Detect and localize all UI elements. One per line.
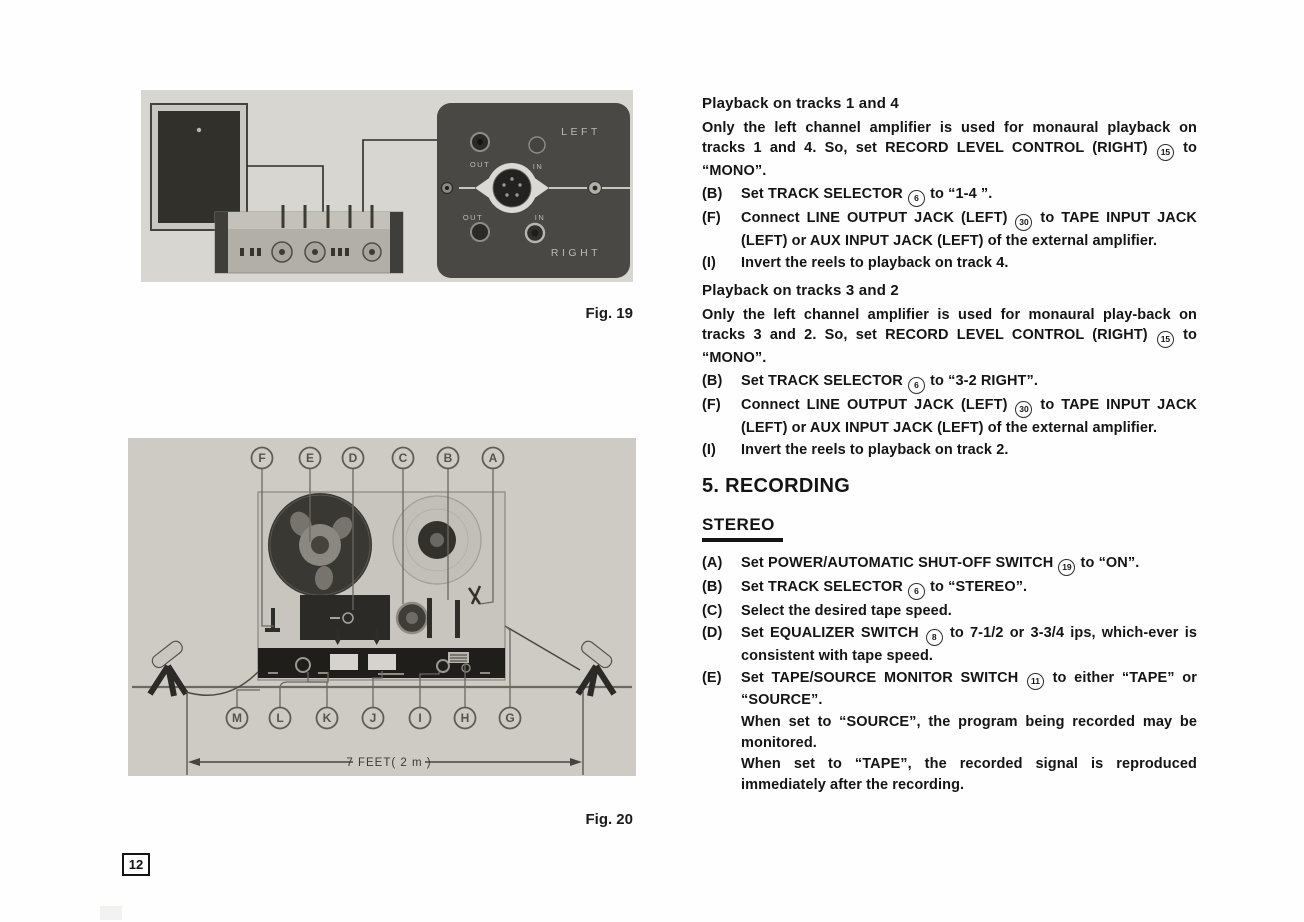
callout-letter-i: I [418,711,422,726]
stereo-heading [702,515,1197,543]
list-item-text: Connect LINE OUTPUT JACK (LEFT) 30 to TAPE INPUT JACK (LEFT) or AUX INPUT JACK (LEFT) of the external amplifier. [741,397,1197,436]
circled-number: 6 [908,377,925,394]
list-item [702,668,1197,711]
underlined-heading-text: STEREO [702,515,783,543]
list-item [702,623,1197,666]
callout-letter-g: G [505,711,515,726]
list-item [702,395,1197,438]
list-item [702,253,1197,274]
recording-heading: 5. RECORDING [702,475,851,497]
list-item-text: Set TAPE/SOURCE MONITOR SWITCH 11 to either “TAPE” or “SOURCE”. [741,669,1197,708]
in-label-top: IN [532,162,544,171]
list-item [702,440,1197,461]
figure-19-photo [141,90,633,282]
list-item-label: (C) [702,603,723,619]
playback-1-4-heading: Playback on tracks 1 and 4 [702,95,899,112]
callout-letter-k: K [322,711,332,726]
list-item [702,577,1197,600]
out-label-top: OUT [469,160,491,169]
list-item-label: (I) [702,254,716,271]
list-item-label: (F) [702,397,721,413]
page-number: 12 [122,853,150,876]
list-item [702,553,1197,576]
playback-1-4-paragraph: Only the left channel amplifier is used for monaural playback on tracks 1 and 4. So, set RECORD LEVEL CONTROL (RIGHT) 15 to “MONO”. [702,119,1198,179]
speaker [151,104,247,230]
list-item-text: Set EQUALIZER SWITCH 8 to 7-1/2 or 3-3/4 ips, which-ever is consistent with tape speed. [741,625,1197,664]
playback-3-2-heading: Playback on tracks 3 and 2 [702,282,899,299]
callout-letter-h: H [460,711,470,726]
instructions-column [702,94,1197,796]
callout-letter-j: J [369,711,377,726]
list-item-text: Invert the reels to playback on track 2. [741,441,1009,458]
list-item-label: (B) [702,373,723,389]
list-item-text: Set TRACK SELECTOR 6 to “1-4 ”. [741,184,1197,207]
list-item-label: (I) [702,441,716,458]
list-item-label: (B) [702,579,723,595]
figure-20-diagram [128,438,636,776]
list-item-text: Set POWER/AUTOMATIC SHUT-OFF SWITCH 19 to “ON”. [741,553,1197,576]
in-label-bottom: IN [534,213,546,222]
tape-recorder [258,492,505,680]
list-item-text: Set TRACK SELECTOR 6 to “STEREO”. [741,577,1197,600]
list-item-label: (D) [702,625,723,641]
fig19-illustration [141,90,633,282]
circled-number: 30 [1015,401,1032,418]
list-item [702,601,1197,622]
circled-number: 11 [1027,673,1044,690]
dimension-label: 7 FEET( 2 m ) [346,757,432,769]
callout-letter-f: F [258,451,266,466]
callout-letter-m: M [232,711,242,726]
scan-artifact [100,906,122,920]
list-item-label: (B) [702,186,723,202]
callout-letter-a: A [488,451,498,466]
right-label: RIGHT [550,247,602,259]
circled-number: 15 [1157,331,1174,348]
circled-number: 6 [908,583,925,600]
list-item-text: Set TRACK SELECTOR 6 to “3-2 RIGHT”. [741,371,1197,394]
callout-letter-d: D [348,451,358,466]
figure-19-caption: Fig. 19 [585,305,633,322]
circled-number: 8 [926,629,943,646]
callout-letter-l: L [276,711,284,726]
list-item [702,208,1197,251]
left-label: LEFT [561,126,601,138]
fig20-illustration [128,438,636,776]
list-item [702,184,1197,207]
list-item-label: (F) [702,210,721,226]
callout-letter-e: E [305,451,315,466]
note-paragraph: When set to “TAPE”, the recorded signal is reproduced immediately after the recording. [741,756,1197,793]
out-label-bottom: OUT [462,213,484,222]
list-item-text: Invert the reels to playback on track 4. [741,254,1009,271]
list-item-label: (A) [702,555,723,571]
figure-20-caption: Fig. 20 [585,811,633,828]
jack-panel [437,103,630,278]
circled-number: 30 [1015,214,1032,231]
playback-3-2-paragraph: Only the left channel amplifier is used for monaural play-back on tracks 3 and 2. So, set RECORD LEVEL CONTROL (RIGHT) 15 to “MONO”. [702,306,1198,366]
list-item-text: Select the desired tape speed. [741,603,952,619]
circled-number: 15 [1157,144,1174,161]
list-item-text: Connect LINE OUTPUT JACK (LEFT) 30 to TAPE INPUT JACK (LEFT) or AUX INPUT JACK (LEFT) of the external amplifier. [741,210,1197,249]
note-paragraph: When set to “SOURCE”, the program being recorded may be monitored. [741,714,1197,751]
circled-number: 6 [908,190,925,207]
list-item-label: (E) [702,669,722,686]
callout-letter-c: C [398,451,408,466]
callout-letter-b: B [443,451,453,466]
amplifier [215,205,403,273]
list-item [702,371,1197,394]
circled-number: 19 [1058,559,1075,576]
